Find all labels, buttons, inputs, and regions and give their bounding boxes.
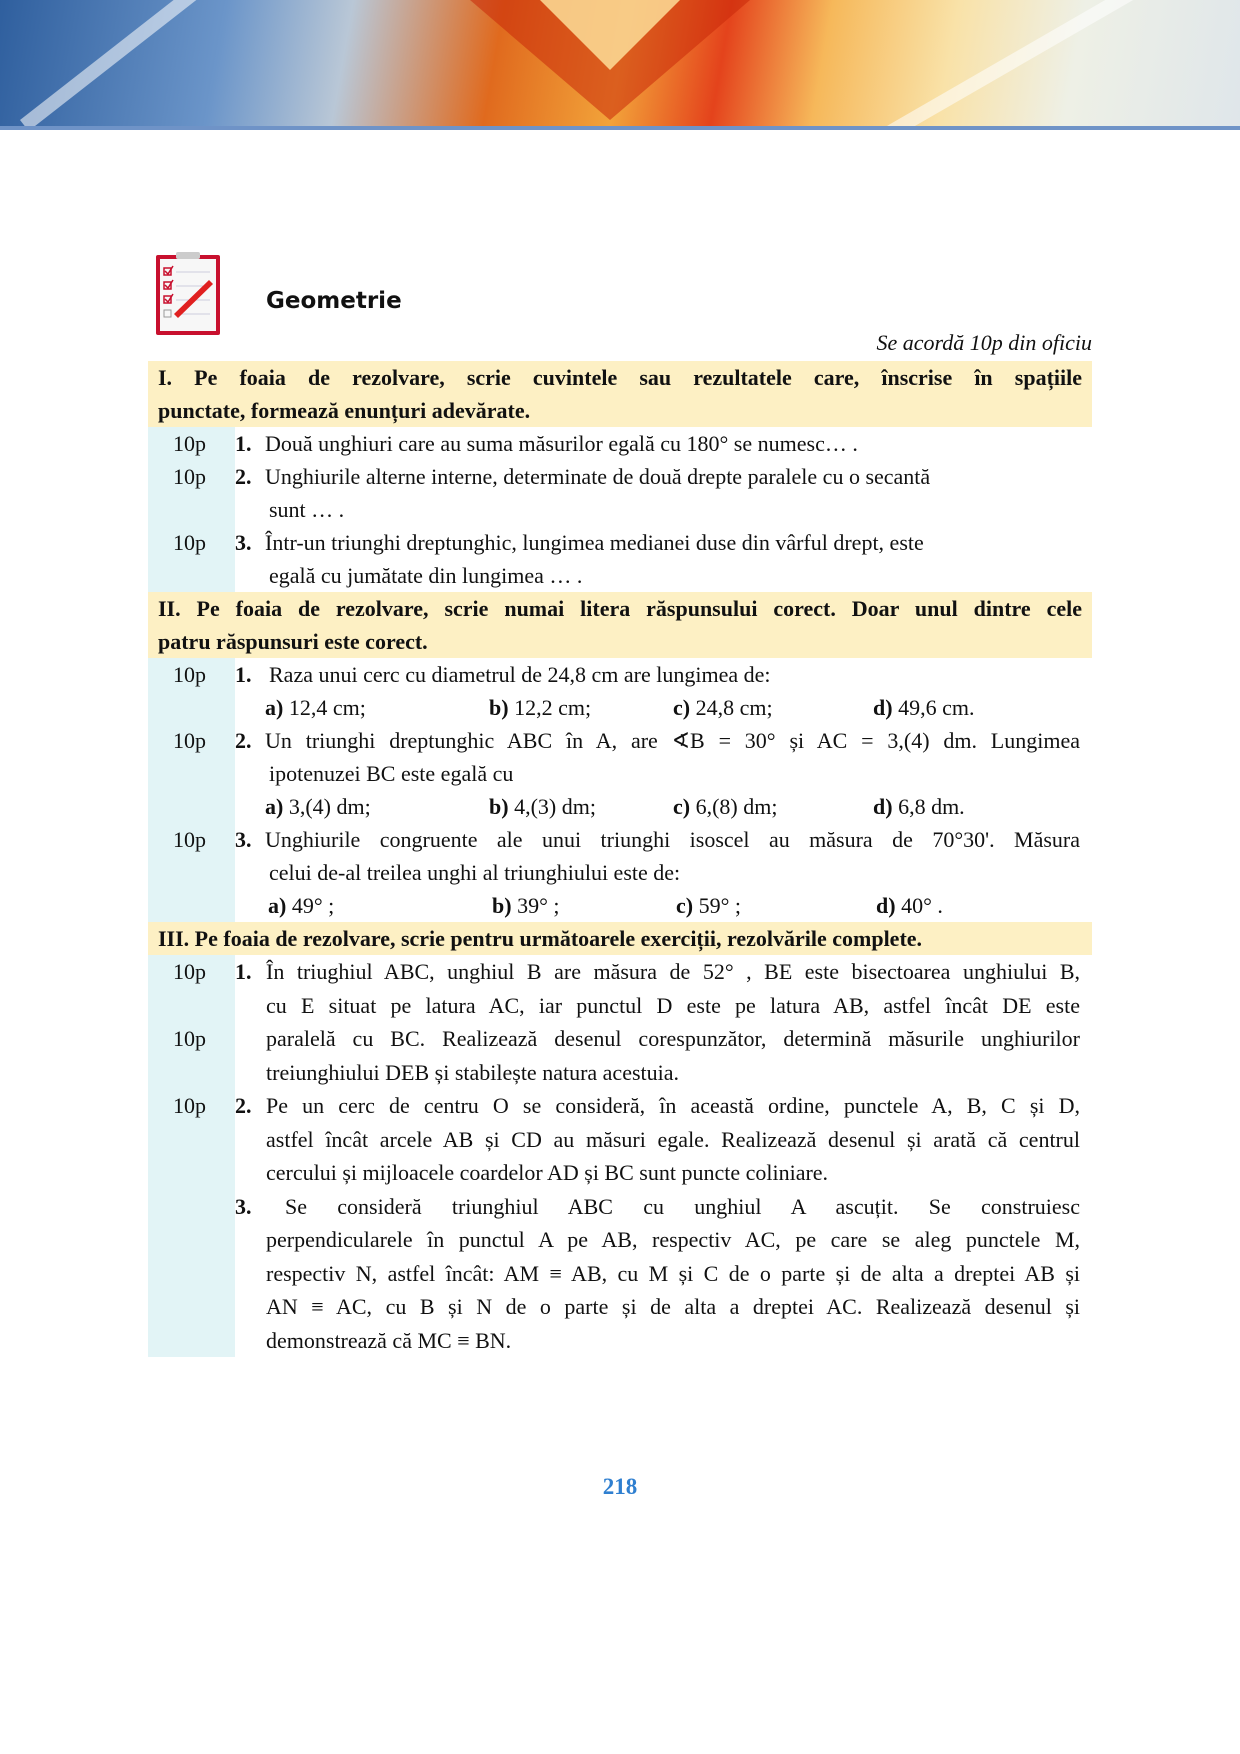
problem-text: respectiv N, astfel încât: AM ≡ AB, cu M și C de o parte și de alta a dreptei AB și xyxy=(266,1260,1080,1286)
question-1-3 xyxy=(148,526,1092,592)
answer-options xyxy=(265,889,1080,922)
section-1-instruction-line: I. Pe foaia de rezolvare, scrie cuvintele sau rezultatele care, înscrise în spațiile xyxy=(158,365,1082,390)
question-number: 3. xyxy=(235,1193,252,1219)
problem-text: AN ≡ AC, cu B și N de o parte și de alta a dreptei AC. Realizează desenul și xyxy=(266,1294,1080,1319)
answer-option-a xyxy=(265,790,371,823)
problem-text: cercului și mijloacele coardelor AD și BC sunt puncte coliniare. xyxy=(266,1160,829,1185)
problem-3-3 xyxy=(148,1190,1092,1358)
problem-text: perpendicularele în punctul A pe AB, respectiv AC, pe care se aleg punctele M, xyxy=(266,1227,1080,1252)
points-label: 10p xyxy=(173,431,206,456)
points-label: 10p xyxy=(173,1026,206,1051)
points-spacer xyxy=(173,989,235,1023)
answer-option-d xyxy=(873,691,974,724)
section-1-header xyxy=(148,361,1092,427)
section-1-instruction-line: punctate, formează enunțuri adevărate. xyxy=(158,398,531,423)
answer-options xyxy=(265,790,1080,823)
problem-text: În triughiul ABC, unghiul B are măsura de 52° , BE este bisectoarea unghiului B, xyxy=(266,959,1080,984)
points-spacer xyxy=(173,1223,235,1257)
problem-3-2 xyxy=(148,1089,1092,1190)
problem-text: Se consideră triunghiul ABC cu unghiul A ascuțit. Se construiesc xyxy=(285,1193,1080,1219)
problem-text: paralelă cu BC. Realizează desenul corespunzător, determină măsurile unghiurilor xyxy=(266,1026,1080,1051)
checklist-clipboard-icon xyxy=(154,252,224,338)
points-label: 10p xyxy=(173,959,206,984)
option-value: 3,(4) dm; xyxy=(283,794,371,819)
option-letter: c) xyxy=(676,893,694,918)
header-divider xyxy=(0,126,1240,130)
option-letter: c) xyxy=(673,794,691,819)
question-number: 2. xyxy=(235,728,252,753)
points-spacer xyxy=(173,1257,235,1291)
answer-option-b xyxy=(489,691,591,724)
question-text: egală cu jumătate din lungimea … . xyxy=(269,563,583,588)
option-value: 6,8 dm. xyxy=(892,794,965,819)
points-label: 10p xyxy=(173,530,206,555)
points-label: 10p xyxy=(173,1093,206,1118)
question-text: Raza unui cerc cu diametrul de 24,8 cm are lungimea de: xyxy=(269,662,771,687)
question-text: sunt … . xyxy=(269,497,345,522)
question-1-2 xyxy=(148,460,1092,526)
section-2-instruction-line: II. Pe foaia de rezolvare, scrie numai litera răspunsului corect. Doar unul dintre cele xyxy=(158,596,1082,621)
problem-body xyxy=(235,1089,1092,1190)
answer-option-b xyxy=(489,790,596,823)
question-text: Două unghiuri care au suma măsurilor egală cu 180° se numesc… . xyxy=(265,431,858,456)
points-spacer xyxy=(173,1123,235,1157)
answer-options xyxy=(265,691,1080,724)
problem-first-line xyxy=(235,1190,1080,1224)
option-letter: a) xyxy=(268,893,287,918)
question-number: 1. xyxy=(235,431,252,456)
problem-body xyxy=(235,955,1092,1089)
option-letter: a) xyxy=(265,794,284,819)
header-banner-image xyxy=(0,0,1240,129)
option-value: 40° . xyxy=(895,893,943,918)
question-number: 1. xyxy=(235,959,252,984)
option-letter: d) xyxy=(876,893,896,918)
question-1-1 xyxy=(148,427,1092,460)
answer-option-b xyxy=(492,889,559,922)
points-column xyxy=(148,955,235,1089)
option-value: 49,6 cm. xyxy=(892,695,975,720)
problem-first-line xyxy=(235,1089,1080,1123)
question-number: 2. xyxy=(235,464,252,489)
problem-body xyxy=(235,1190,1092,1358)
question-number: 3. xyxy=(235,530,252,555)
option-value: 39° ; xyxy=(511,893,560,918)
answer-option-a xyxy=(268,889,334,922)
points-label: 10p xyxy=(173,827,206,852)
option-value: 6,(8) dm; xyxy=(690,794,778,819)
option-letter: b) xyxy=(489,794,509,819)
question-number: 1. xyxy=(235,662,252,687)
problem-text: astfel încât arcele AB și CD au măsuri egale. Realizează desenul și arată că centrul xyxy=(266,1126,1080,1152)
question-text: Într-un triunghi dreptunghic, lungimea medianei duse din vârful drept, este xyxy=(265,530,924,555)
question-text: Unghiurile alterne interne, determinate de două drepte paralele cu o secantă xyxy=(265,464,931,489)
option-value: 49° ; xyxy=(286,893,335,918)
points-spacer xyxy=(173,1290,235,1324)
question-number: 2. xyxy=(235,1093,252,1118)
problem-text: Pe un cerc de centru O se consideră, în această ordine, punctele A, B, C și D, xyxy=(266,1093,1080,1118)
section-3-instruction-line: III. Pe foaia de rezolvare, scrie pentru următoarele exerciții, rezolvările complete. xyxy=(158,926,923,951)
answer-option-d xyxy=(873,790,965,823)
points-spacer xyxy=(173,1324,235,1358)
problem-text: cu E situat pe latura AC, iar punctul D este pe latura AB, astfel încât DE este xyxy=(266,992,1080,1018)
answer-option-d xyxy=(876,889,943,922)
answer-option-c xyxy=(676,889,741,922)
option-letter: a) xyxy=(265,695,284,720)
points-spacer xyxy=(173,1056,235,1090)
question-text: Unghiurile congruente ale unui triunghi isoscel au măsura de 70°30'. Măsura xyxy=(265,827,1080,852)
question-2-3 xyxy=(148,823,1092,922)
question-2-1 xyxy=(148,658,1092,724)
exam-content xyxy=(148,361,1092,1357)
option-value: 4,(3) dm; xyxy=(508,794,596,819)
page-number: 218 xyxy=(602,1474,638,1499)
option-letter: b) xyxy=(492,893,512,918)
points-column xyxy=(148,1089,235,1190)
question-number: 3. xyxy=(235,827,252,852)
page-title: Geometrie xyxy=(266,288,402,314)
question-2-2 xyxy=(148,724,1092,823)
problem-3-1 xyxy=(148,955,1092,1089)
section-3-body xyxy=(148,955,1092,1357)
option-value: 24,8 cm; xyxy=(690,695,773,720)
option-value: 12,4 cm; xyxy=(283,695,366,720)
points-spacer xyxy=(173,1156,235,1190)
answer-option-c xyxy=(673,691,773,724)
problem-text: demonstrează că MC ≡ BN. xyxy=(266,1327,512,1353)
section-2-instruction-line: patru răspunsuri este corect. xyxy=(158,629,428,654)
question-text: ipotenuzei BC este egală cu xyxy=(269,761,514,786)
section-3-header xyxy=(148,922,1092,955)
option-letter: d) xyxy=(873,794,893,819)
answer-option-a xyxy=(265,691,366,724)
points-spacer xyxy=(173,1190,235,1224)
points-label: 10p xyxy=(173,464,206,489)
option-value: 12,2 cm; xyxy=(508,695,592,720)
section-2-header xyxy=(148,592,1092,658)
points-label: 10p xyxy=(173,662,206,687)
section-2-body xyxy=(148,658,1092,922)
points-column xyxy=(148,1190,235,1358)
question-body xyxy=(265,724,1092,823)
option-value: 59° ; xyxy=(693,893,742,918)
option-letter: c) xyxy=(673,695,691,720)
question-body xyxy=(265,823,1092,922)
question-text: Un triunghi dreptunghic ABC în A, are ∢B = 30° și AC = 3,(4) dm. Lungimea xyxy=(265,728,1080,753)
points-label: 10p xyxy=(173,728,206,753)
question-body xyxy=(265,658,1092,724)
option-letter: d) xyxy=(873,695,893,720)
question-text: celui de-al treilea unghi al triunghiului este de: xyxy=(269,860,681,885)
section-1-body xyxy=(148,427,1092,592)
problem-first-line xyxy=(235,955,1080,989)
bonus-points-note: Se acordă 10p din oficiu xyxy=(876,330,1092,355)
answer-option-c xyxy=(673,790,777,823)
option-letter: b) xyxy=(489,695,509,720)
problem-text: treiunghiului DEB și stabilește natura acestuia. xyxy=(266,1059,680,1085)
